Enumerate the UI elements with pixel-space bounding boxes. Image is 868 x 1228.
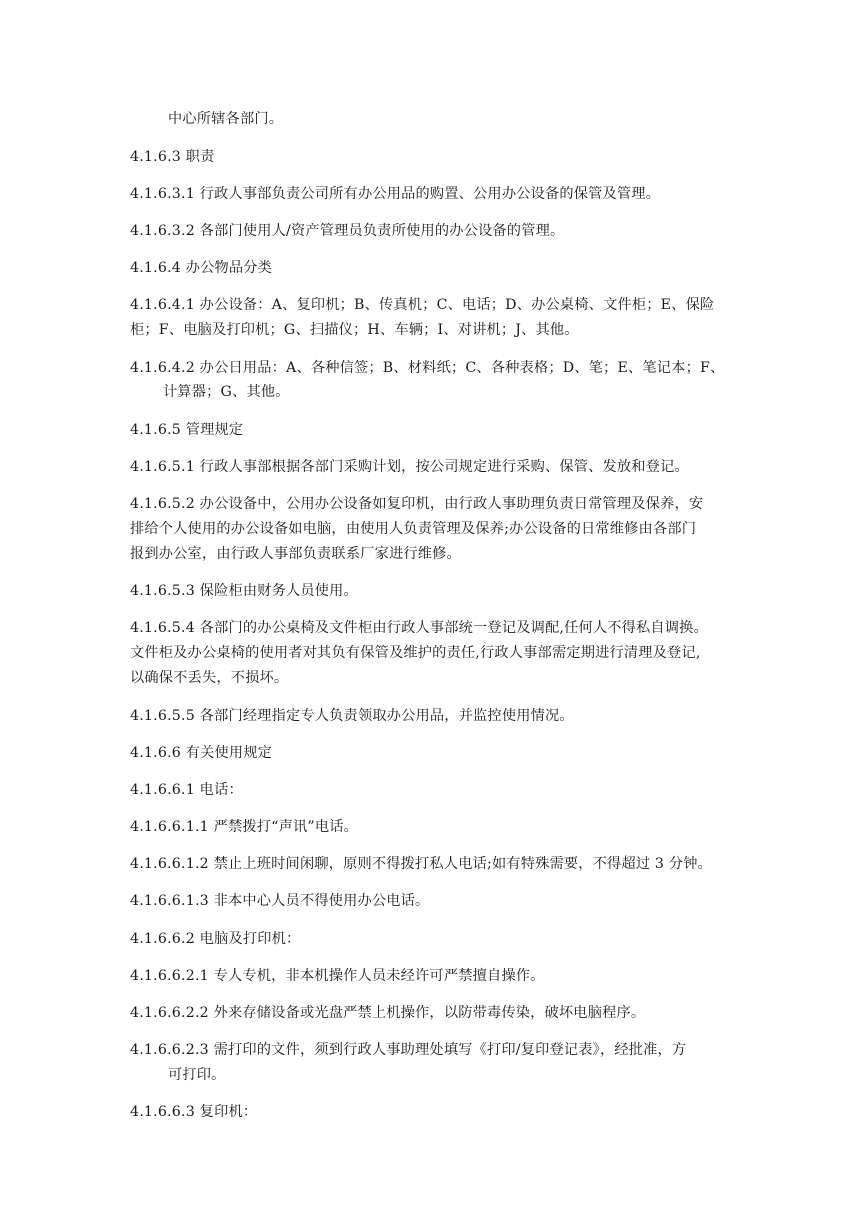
paragraph-line: 4.1.6.6.2.2 外来存储设备或光盘严禁上机操作，以防带毒传染，破坏电脑程序。 bbox=[130, 1005, 646, 1021]
paragraph-line: 4.1.6.3.2 各部门使用人/资产管理员负责所使用的办公设备的管理。 bbox=[130, 223, 565, 239]
section-heading: 4.1.6.3 职责 bbox=[130, 149, 215, 165]
paragraph-line: 文件柜及办公桌椅的使用者对其负有保管及维护的责任,行政人事部需定期进行清理及登记, bbox=[130, 645, 701, 661]
section-heading: 4.1.6.5 管理规定 bbox=[130, 422, 244, 438]
section-heading: 4.1.6.4 办公物品分类 bbox=[130, 260, 273, 276]
paragraph-line: 4.1.6.3.1 行政人事部负责公司所有办公用品的购置、公用办公设备的保管及管理。 bbox=[130, 186, 661, 202]
paragraph-line: 计算器；G、其他。 bbox=[163, 384, 290, 400]
paragraph-line: 4.1.6.6.2.1 专人专机，非本机操作人员未经许可严禁擅自操作。 bbox=[130, 968, 545, 984]
section-heading: 4.1.6.6.2 电脑及打印机： bbox=[130, 931, 301, 947]
paragraph-line: 4.1.6.6.1.2 禁止上班时间闲聊，原则不得拨打私人电话;如有特殊需要，不得超过 3 分钟。 bbox=[130, 856, 713, 872]
section-heading: 4.1.6.6 有关使用规定 bbox=[130, 745, 273, 761]
paragraph-line: 排给个人使用的办公设备如电脑，由使用人负责管理及保养;办公设备的日常维修由各部门 bbox=[130, 521, 697, 537]
paragraph-line: 可打印。 bbox=[168, 1067, 226, 1083]
paragraph-line: 中心所辖各部门。 bbox=[168, 111, 284, 127]
paragraph-line: 以确保不丢失，不损坏。 bbox=[130, 670, 289, 686]
paragraph-line: 4.1.6.6.2.3 需打印的文件，须到行政人事助理处填写《打印/复印登记表》，经批准，方 bbox=[130, 1042, 687, 1058]
paragraph-line: 4.1.6.5.1 行政人事部根据各部门采购计划，按公司规定进行采购、保管、发放和登记。 bbox=[130, 459, 689, 475]
paragraph-line: 4.1.6.5.4 各部门的办公桌椅及文件柜由行政人事部统一登记及调配,任何人不得私自调换。 bbox=[130, 620, 708, 636]
paragraph-line: 4.1.6.5.5 各部门经理指定专人负责领取办公用品，并监控使用情况。 bbox=[130, 708, 574, 724]
section-heading: 4.1.6.6.1 电话： bbox=[130, 782, 243, 798]
paragraph-line: 4.1.6.6.1.1 严禁拨打“声讯”电话。 bbox=[130, 819, 359, 835]
paragraph-line: 4.1.6.4.2 办公日用品：A、各种信签；B、材料纸；C、各种表格；D、笔；E、笔记本；F、 bbox=[130, 360, 725, 376]
paragraph-line: 4.1.6.6.1.3 非本中心人员不得使用办公电话。 bbox=[130, 893, 430, 909]
section-heading: 4.1.6.6.3 复印机： bbox=[130, 1104, 258, 1120]
paragraph-line: 4.1.6.5.2 办公设备中，公用办公设备如复印机，由行政人事助理负责日常管理及保养，安 bbox=[130, 496, 704, 512]
paragraph-line: 柜；F、电脑及打印机；G、扫描仪；H、车辆；I、对讲机；J、其他。 bbox=[130, 322, 579, 338]
paragraph-line: 4.1.6.5.3 保险柜由财务人员使用。 bbox=[130, 583, 358, 599]
paragraph-line: 4.1.6.4.1 办公设备：A、复印机；B、传真机；C、电话；D、办公桌椅、文件柜；E、保险 bbox=[130, 297, 715, 313]
paragraph-line: 报到办公室，由行政人事部负责联系厂家进行维修。 bbox=[130, 546, 461, 562]
